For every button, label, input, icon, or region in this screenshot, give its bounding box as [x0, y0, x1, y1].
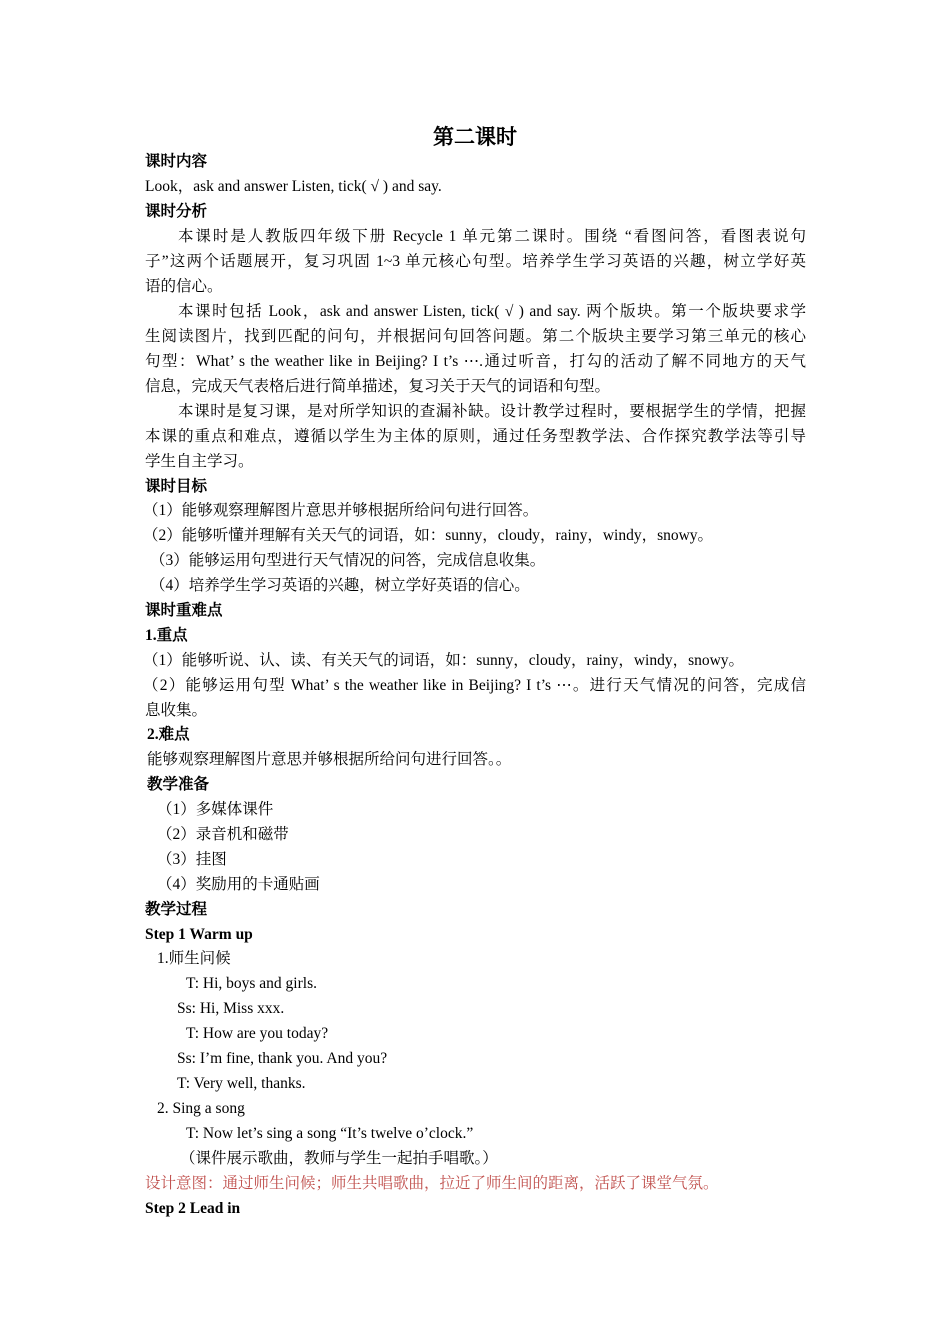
- goal-item: （3）能够运用句型进行天气情况的问答，完成信息收集。: [150, 552, 546, 569]
- focus-item: （2）能够运用句型 What’ s the weather like in Beijing? I t’s ⋯。进行天气情况的问答，完成信: [143, 677, 806, 694]
- analysis-line: 学生自主学习。: [145, 453, 254, 470]
- dialogue-line: Ss: I’m fine, thank you. And you?: [177, 1050, 388, 1067]
- analysis-line: 本课时是复习课，是对所学知识的查漏补缺。设计教学过程时，要根据学生的学情，把握: [178, 403, 806, 420]
- analysis-line: 信息，完成天气表格后进行简单描述，复习关于天气的词语和句型。: [145, 378, 611, 395]
- focus-label: 1.重点: [145, 627, 188, 644]
- goal-item: （2）能够听懂并理解有关天气的词语，如：sunny，cloudy，rainy，windy，snowy。: [143, 527, 714, 544]
- heading-analysis: 课时分析: [145, 203, 208, 220]
- dialogue-line: Ss: Hi, Miss xxx.: [177, 1000, 285, 1017]
- design-intent: 设计意图：通过师生问候；师生共唱歌曲，拉近了师生间的距离，活跃了课堂气氛。: [145, 1175, 719, 1192]
- song-line: T: Now let’s sing a song “It’s twelve o’clock.”: [186, 1125, 474, 1142]
- song-note: （课件展示歌曲，教师与学生一起拍手唱歌。）: [180, 1150, 498, 1167]
- analysis-line: 本课的重点和难点，遵循以学生为主体的原则，通过任务型教学法、合作探究教学法等引导: [145, 428, 806, 445]
- content-text: Look，ask and answer Listen, tick( √ ) and say.: [145, 178, 442, 195]
- analysis-line: 生阅读图片，找到匹配的问句，并根据问句回答问题。第二个版块主要学习第三单元的核心: [145, 328, 806, 345]
- heading-content: 课时内容: [145, 153, 208, 170]
- analysis-line: 子”这两个话题展开，复习巩固 1~3 单元核心句型。培养学生学习英语的兴趣，树立学好英: [145, 253, 806, 270]
- goal-item: （1）能够观察理解图片意思并够根据所给问句进行回答。: [143, 502, 539, 519]
- prep-item: （3）挂图: [157, 851, 227, 868]
- step-2-heading: Step 2 Lead in: [145, 1200, 241, 1217]
- difficulty-text: 能够观察理解图片意思并够根据所给问句进行回答。。: [147, 751, 512, 768]
- focus-item: 息收集。: [145, 702, 208, 719]
- goal-item: （4）培养学生学习英语的兴趣，树立学好英语的信心。: [150, 577, 530, 594]
- heading-key-points: 课时重难点: [145, 602, 223, 619]
- dialogue-line: T: How are you today?: [186, 1025, 329, 1042]
- prep-item: （4）奖励用的卡通贴画: [157, 876, 320, 893]
- heading-goals: 课时目标: [145, 478, 208, 495]
- analysis-line: 本课时包括 Look，ask and answer Listen, tick( √ ) and say. 两个版块。第一个版块要求学: [178, 303, 806, 320]
- analysis-line: 语的信心。: [145, 278, 223, 295]
- analysis-line: 本课时是人教版四年级下册 Recycle 1 单元第二课时。围绕 “看图问答，看图表说句: [178, 228, 806, 245]
- prep-item: （1）多媒体课件: [157, 801, 274, 818]
- difficulty-label: 2.难点: [147, 726, 190, 743]
- song-label: 2. Sing a song: [157, 1100, 245, 1117]
- page-title: 第二课时: [433, 125, 517, 149]
- dialogue-line: T: Hi, boys and girls.: [186, 975, 317, 992]
- prep-item: （2）录音机和磁带: [157, 826, 289, 843]
- greeting-label: 1.师生问候: [157, 950, 231, 967]
- heading-process: 教学过程: [145, 901, 208, 918]
- focus-item: （1）能够听说、认、读、有关天气的词语，如：sunny，cloudy，rainy，windy，snowy。: [143, 652, 745, 669]
- analysis-line: 句型：What’ s the weather like in Beijing? I t’s ⋯.通过听音，打勾的活动了解不同地方的天气: [145, 353, 806, 370]
- step-1-heading: Step 1 Warm up: [145, 926, 253, 943]
- dialogue-line: T: Very well, thanks.: [177, 1075, 306, 1092]
- heading-prep: 教学准备: [147, 776, 210, 793]
